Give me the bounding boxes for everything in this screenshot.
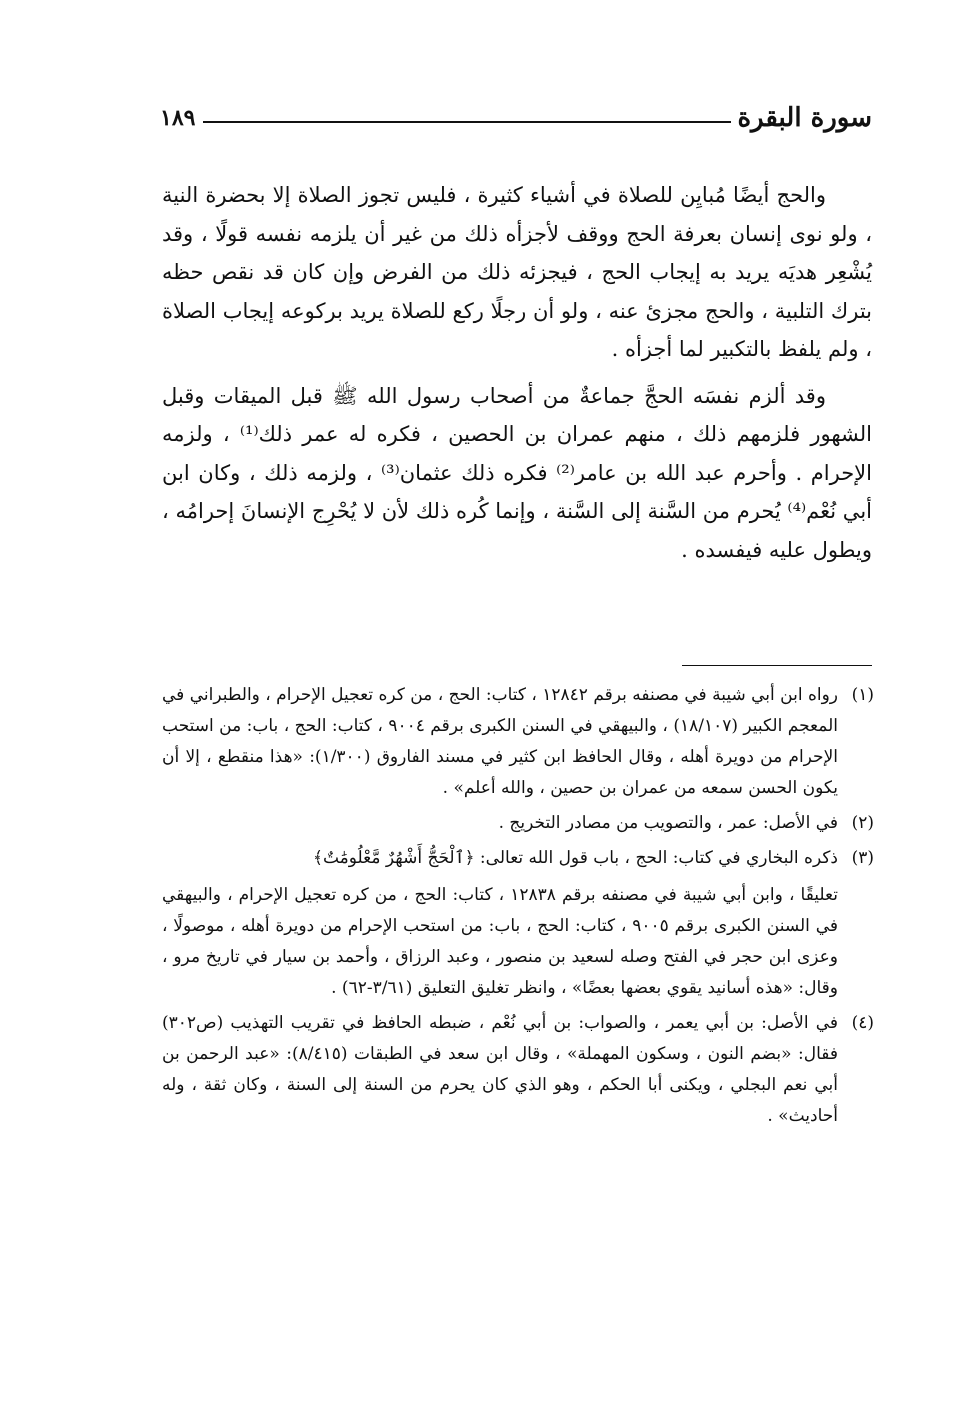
footnote-text: ذكره البخاري في كتاب: الحج ، باب قول الله تعالى: ﴿ٱلْحَجُّ أَشْهُرٌ مَّعْلُومَٰتٌ﴾ — [313, 848, 838, 868]
footnote-separator — [682, 665, 872, 666]
main-text — [162, 176, 872, 577]
footnote-continuation: تعليقًا ، وابن أبي شيبة في مصنفه برقم ١٢٨٣٨ ، كتاب: الحج ، من كره تعجيل الإحرام ، والبيهقي في السنن الكبرى برقم ٩٠٠٥ ، كتاب: الحج ، باب: من استحب الإحرام من دويرة أهله ، موصولًا ، وعزى ابن حجر في الفتح وصله لسعيد بن منصور ، وعبد الرزاق ، وأحمد بن سيار في تاريخ مرو ، وقال: «هذه أسانيد يقوي بعضها بعضًا» ، وانظر تغليق التعليق (٣/٦١-٦٢) . — [162, 885, 839, 998]
footnote-text: في الأصل: عمر ، والتصويب من مصادر التخريج . — [498, 813, 838, 833]
footnote-text: في الأصل: بن أبي يعمر ، والصواب: بن أبي نُعْم ، ضبطه الحافظ في تقريب التهذيب (ص٣٠٢) فقال: «بضم النون ، وسكون المهملة» ، وقال ابن سعد في الطبقات (٨/٤١٥): «عبد الرحمن بن أبي نعم البجلي ، ويكنى أبا الحكم ، وهو الذي كان يحرم من السنة إلى السنة ، وكان ثقة ، وله أحاديث» . — [162, 1013, 838, 1126]
footnote-number: (٤) — [851, 1013, 874, 1033]
footnote-1 — [162, 680, 874, 804]
footnote-4 — [162, 1008, 874, 1132]
footnote-2 — [162, 808, 874, 839]
footnotes — [162, 680, 874, 1136]
body-paragraph-2: وقد ألزم نفسَه الحجَّ جماعةٌ من أصحاب رسول الله ﷺ قبل الميقات وقبل الشهور فلزمهم ذلك ، منهم عمران بن الحصين ، فكره له عمر ذلك⁽¹⁾ ، ولزمه الإحرام . وأحرم عبد الله بن عامر⁽²⁾ فكره ذلك عثمان⁽³⁾ ، ولزمه ذلك ، وكان ابن أبي نُعْم⁽⁴⁾ يُحرم من السَّنة إلى السَّنة ، وإنما كُره ذلك لأن لا يُحْرِج الإنسانَ إحرامُه ، ويطول عليه فيفسده . — [162, 383, 872, 562]
body-paragraph-1: والحج أيضًا مُبايِن للصلاة في أشياء كثيرة ، فليس تجوز الصلاة إلا بحضرة النية ، ولو نوى إنسان بعرفة الحج ووقف لأجزأه ذلك من غير أن يلزمه نفسه قولًا ، وقد يُشْعِر هديَه يريد به إيجاب الحج ، فيجزئه ذلك من الفرض وإن كان قد نقص حظه بترك التلبية ، والحج مجزئ عنه ، ولو أن رجلًا ركع للصلاة يريد بركوعه إيجاب الصلاة ، ولم يلفظ بالتكبير لما أجزأه . — [162, 183, 872, 361]
footnote-text: رواه ابن أبي شيبة في مصنفه برقم ١٢٨٤٢ ، كتاب: الحج ، من كره تعجيل الإحرام ، والطبراني في المعجم الكبير (١٨/١٠٧) ، والبيهقي في السنن الكبرى برقم ٩٠٠٤ ، كتاب: الحج ، باب: من استحب الإحرام من دويرة أهله ، وقال الحافظ ابن كثير في مسند الفاروق (١/٣٠٠): «هذا منقطع ، إلا أن يكون الحسن سمعه من عمران بن حصين ، والله أعلم» . — [162, 685, 838, 798]
footnote-number: (٢) — [851, 813, 874, 833]
footnote-3 — [162, 843, 874, 1004]
running-header — [160, 100, 872, 136]
header-rule — [203, 121, 731, 123]
footnote-number: (١) — [851, 685, 874, 705]
surah-title: سورة البقرة — [737, 103, 872, 133]
page-number: ١٨٩ — [160, 105, 196, 131]
footnote-number: (٣) — [851, 848, 874, 868]
